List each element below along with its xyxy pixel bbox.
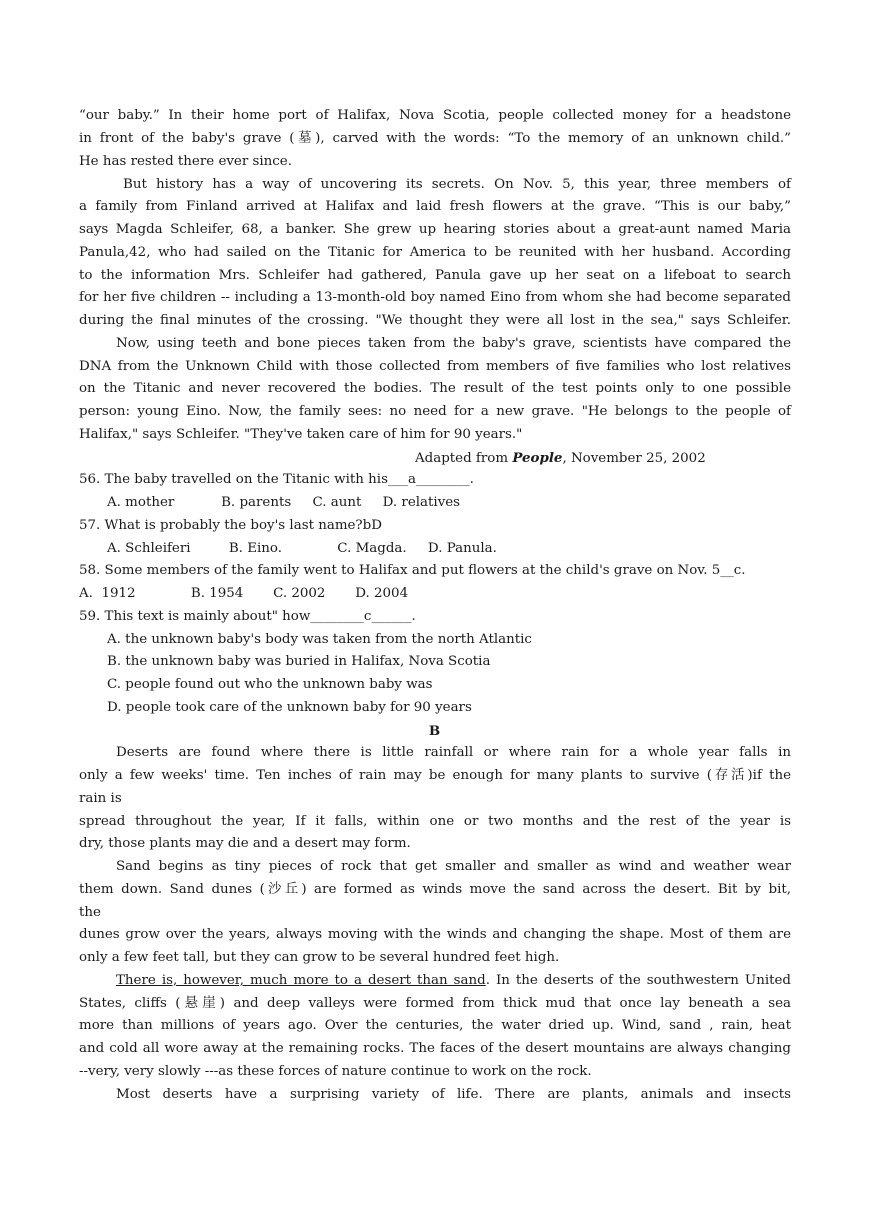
question-59-option-a: A. the unknown baby's body was taken from the north Atlantic [107,632,532,647]
passage-b-line: States, cliffs (悬崖) and deep valleys were formed from thick mud that once lay beneath a sea [79,996,791,1011]
question-56-options: A. mother B. parents C. aunt D. relatives [107,495,461,510]
passage-a-line: Now, using teeth and bone pieces taken from the baby's grave, scientists have compared the [116,336,791,351]
question-59-option-c: C. people found out who the unknown baby was [107,677,433,692]
passage-a-line: for her five children -- including a 13-month-old boy named Eino from whom she had become separated [79,290,791,305]
passage-b-line: spread throughout the year, If it falls, within one or two months and the rest of the year is [79,814,791,829]
passage-a-line: during the final minutes of the crossing. "We thought they were all lost in the sea," says Schleifer. [79,313,791,328]
passage-a-line: “our baby.” In their home port of Halifax, Nova Scotia, people collected money for a headstone [79,108,791,123]
question-57-options: A. Schleiferi B. Eino. C. Magda. D. Panula. [107,541,497,556]
passage-b-line: rain is [79,791,122,806]
source-citation [415,449,815,468]
passage-b-line: only a few weeks' time. Ten inches of rain may be enough for many plants to survive (存活)if the [79,768,791,783]
passage-b-line: only a few feet tall, but they can grow to be several hundred feet high. [79,950,560,965]
question-58-stem: 58. Some members of the family went to Halifax and put flowers at the child's grave on Nov. 5__c. [79,563,746,578]
passage-a-line: a family from Finland arrived at Halifax and laid fresh flowers at the grave. “This is our baby,” [79,199,791,214]
passage-a-line: DNA from the Unknown Child with those collected from members of five families who lost relatives [79,359,791,374]
passage-a-line: Panula,42, who had sailed on the Titanic for America to be reunited with her husband. According [79,245,791,260]
passage-b-line: and cold all wore away at the remaining rocks. The faces of the desert mountains are always changing [79,1041,791,1056]
passage-b-line: Most deserts have a surprising variety of life. There are plants, animals and insects [116,1087,791,1102]
question-59-option-d: D. people took care of the unknown baby for 90 years [107,700,472,715]
passage-b-line: dunes grow over the years, always moving with the winds and changing the shape. Most of them are [79,927,791,942]
passage-b-line: Deserts are found where there is little rainfall or where rain for a whole year falls in [116,745,791,760]
passage-b-heading: B [428,723,441,739]
question-59-option-b: B. the unknown baby was buried in Halifax, Nova Scotia [107,654,491,669]
question-59-stem: 59. This text is mainly about" how________c______. [79,609,416,624]
passage-b-line: Sand begins as tiny pieces of rock that get smaller and smaller as wind and weather wear [116,859,791,874]
source-publication: People [512,450,563,466]
passage-a-line: Halifax," says Schleifer. "They've taken care of him for 90 years." [79,427,523,442]
passage-a-line: But history has a way of uncovering its secrets. On Nov. 5, this year, three members of [123,177,791,192]
passage-a-line: says Magda Schleifer, 68, a banker. She grew up hearing stories about a great-aunt named Maria [79,222,791,237]
passage-b-line: the [79,905,101,920]
passage-a-line: to the information Mrs. Schleifer had gathered, Panula gave up her seat on a lifeboat to search [79,268,791,283]
question-57-stem: 57. What is probably the boy's last name?bD [79,518,382,533]
passage-b-line: dry, those plants may die and a desert may form. [79,836,411,851]
passage-b-line: them down. Sand dunes (沙丘) are formed as winds move the sand across the desert. Bit by bit, [79,882,791,897]
underlined-topic-sentence: There is, however, much more to a desert than sand [116,973,486,988]
passage-a-line: He has rested there ever since. [79,154,292,169]
source-suffix: , November 25, 2002 [562,451,706,466]
passage-b-line: --very, very slowly ---as these forces of nature continue to work on the rock. [79,1064,592,1079]
question-58-options: A. 1912 B. 1954 C. 2002 D. 2004 [79,586,409,601]
passage-a-line: in front of the baby's grave (墓), carved with the words: “To the memory of an unknown child.” [79,131,791,146]
passage-b-line: more than millions of years ago. Over the centuries, the water dried up. Wind, sand , rain, heat [79,1018,791,1033]
passage-a-line: on the Titanic and never recovered the bodies. The result of the test points only to one possible [79,381,791,396]
passage-a-line: person: young Eino. Now, the family sees: no need for a new grave. "He belongs to the people of [79,404,791,419]
passage-b-line [116,972,791,990]
question-56-stem: 56. The baby travelled on the Titanic with his___a________. [79,472,474,487]
source-prefix: Adapted from [415,451,513,466]
passage-b-line-rest: . In the deserts of the southwestern United [485,973,792,988]
